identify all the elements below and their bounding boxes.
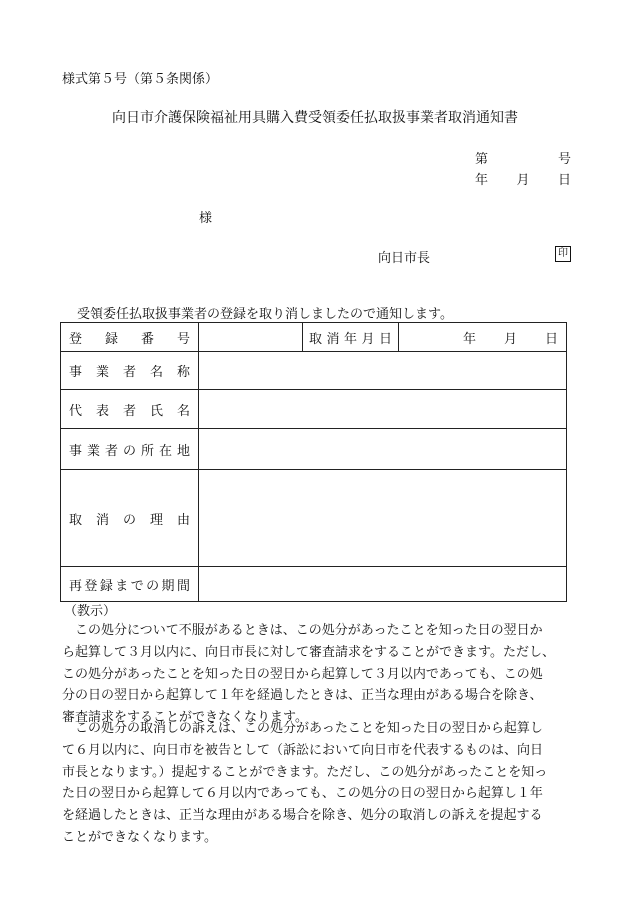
table-row — [61, 429, 567, 470]
document-title: 向日市介護保険福祉用具購入費受領委任払取扱事業者取消通知書 — [112, 110, 518, 126]
notice-number-row — [475, 148, 571, 167]
table-row — [61, 323, 567, 352]
table-row — [61, 352, 567, 390]
table-row — [61, 470, 567, 567]
date-day: 日 — [557, 173, 571, 188]
paragraph-line: この処分があったことを知った日の翌日から起算して３月以内であっても、この処 — [62, 666, 543, 682]
business-name-value — [199, 352, 567, 390]
date-month: 月 — [516, 173, 530, 188]
registration-number-label: 登録番号 — [61, 323, 199, 352]
cancel-month: 月 — [503, 331, 517, 347]
paragraph-line: この処分について不服があるときは、この処分があったことを知った日の翌日か — [62, 623, 543, 638]
notice-date-row — [475, 169, 571, 188]
addressee-honorific: 様 — [199, 211, 213, 226]
reregistration-period-label: 再登録までの期間 — [61, 567, 199, 602]
table-row — [61, 390, 567, 429]
cancel-day: 日 — [544, 331, 558, 347]
intro-text: 受領委任払取扱事業者の登録を取り消しましたので通知します。 — [77, 307, 453, 322]
paragraph-line: ことができなくなります。 — [62, 829, 217, 845]
lawsuit-instruction-paragraph — [62, 718, 582, 849]
representative-label: 代表者氏名 — [61, 390, 199, 429]
number-suffix: 号 — [557, 152, 571, 167]
table-row — [61, 567, 567, 602]
paragraph-line: て６月以内に、向日市を被告として（訴訟において向日市を代表するものは、向日 — [62, 742, 544, 758]
paragraph-line: 分の日の翌日から起算して１年を経過したときは、正当な理由がある場合を除き、 — [62, 688, 543, 704]
cancellation-form-table — [60, 322, 567, 602]
business-name-label: 事業者名称 — [61, 352, 199, 390]
business-address-value — [199, 429, 567, 470]
cancel-date-value — [399, 323, 567, 352]
paragraph-line: ら起算して３月以内に、向日市長に対して審査請求をすることができます。ただし、 — [62, 644, 555, 660]
paragraph-line: を経過したときは、正当な理由がある場合を除き、処分の取消しの訴えを提起する — [62, 808, 543, 824]
issuer-name: 向日市長 — [378, 251, 431, 266]
reregistration-period-value — [199, 567, 567, 602]
date-year: 年 — [475, 173, 489, 188]
appeal-instruction-paragraph — [62, 620, 582, 729]
representative-value — [199, 390, 567, 429]
cancel-reason-value — [199, 470, 567, 567]
form-number-label: 様式第５号（第５条関係） — [62, 72, 219, 87]
number-prefix: 第 — [475, 152, 489, 167]
cancel-reason-label: 取消の理由 — [61, 470, 199, 567]
seal-mark: 印 — [555, 246, 571, 262]
business-address-label: 事業者の所在地 — [61, 429, 199, 470]
cancel-year: 年 — [463, 331, 477, 347]
paragraph-line: た日の翌日から起算して６月以内であっても、この処分の日の翌日から起算し１年 — [62, 786, 543, 802]
cancel-date-label: 取消年月日 — [303, 323, 399, 352]
paragraph-line: この処分の取消しの訴えは、この処分があったことを知った日の翌日から起算し — [62, 721, 543, 736]
registration-number-value — [199, 323, 303, 352]
paragraph-line: 市長となります。）提起することができます。ただし、この処分があったことを知っ — [62, 764, 548, 780]
instruction-heading: （教示） — [64, 604, 117, 619]
paragraph-line: 審査請求をすることができなくなります。 — [62, 710, 308, 726]
